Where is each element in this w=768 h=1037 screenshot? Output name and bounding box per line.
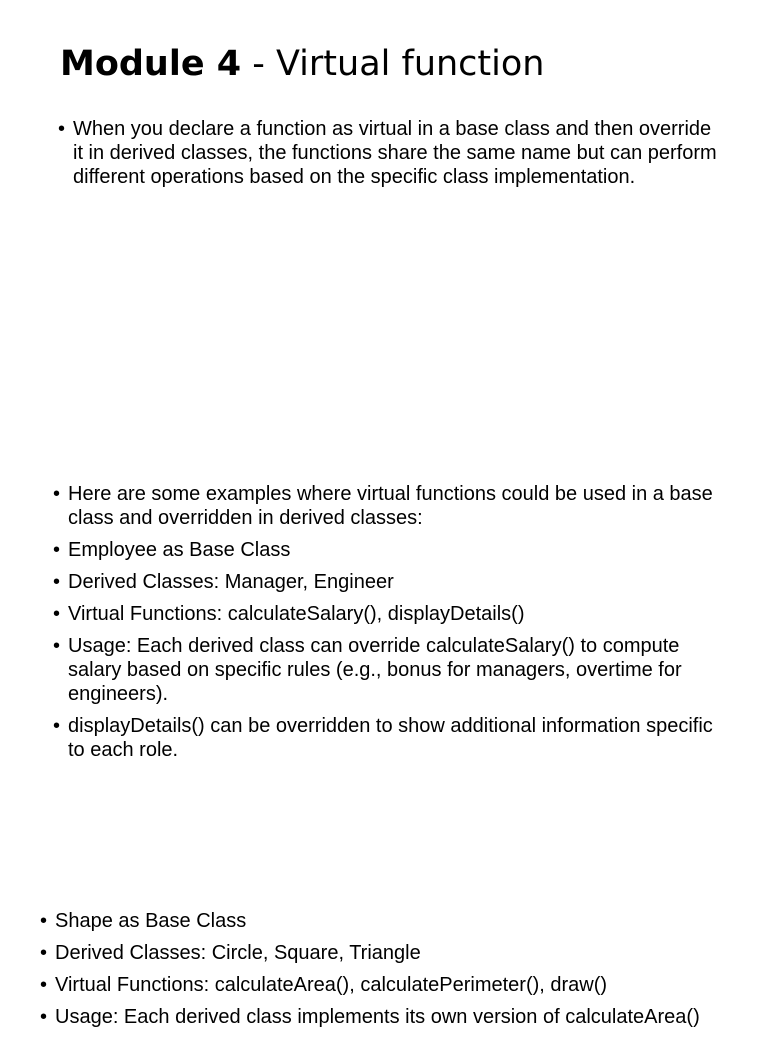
definition-bullet-list [58, 117, 718, 189]
bullet-item: • displayDetails() can be overridden to show additional information specific to each role. [53, 714, 718, 762]
employee-example-bullet-list [53, 482, 718, 770]
bullet-item: • Usage: Each derived class can override calculateSalary() to compute salary based on specific rules (e.g., bonus for managers, overtime for engineers). [53, 634, 718, 706]
bullet-item: • Virtual Functions: calculateArea(), calculatePerimeter(), draw() [40, 973, 740, 997]
bullet-item: • Virtual Functions: calculateSalary(), displayDetails() [53, 602, 718, 626]
bullet-item: • Here are some examples where virtual functions could be used in a base class and overridden in derived classes: [53, 482, 718, 530]
bullet-item: • Derived Classes: Manager, Engineer [53, 570, 718, 594]
bullet-item: • Derived Classes: Circle, Square, Triangle [40, 941, 740, 965]
bullet-item: • When you declare a function as virtual in a base class and then override it in derived classes, the functions share the same name but can perform different operations based on the specific class implementation. [58, 117, 718, 189]
bullet-item: • Usage: Each derived class implements its own version of calculateArea() [40, 1005, 740, 1029]
title-topic: - Virtual function [241, 44, 545, 84]
title-module-label: Module 4 [60, 44, 242, 84]
bullet-item: • Employee as Base Class [53, 538, 718, 562]
shape-example-bullet-list [40, 909, 740, 1037]
bullet-item: • Shape as Base Class [40, 909, 740, 933]
slide-title [60, 40, 544, 88]
